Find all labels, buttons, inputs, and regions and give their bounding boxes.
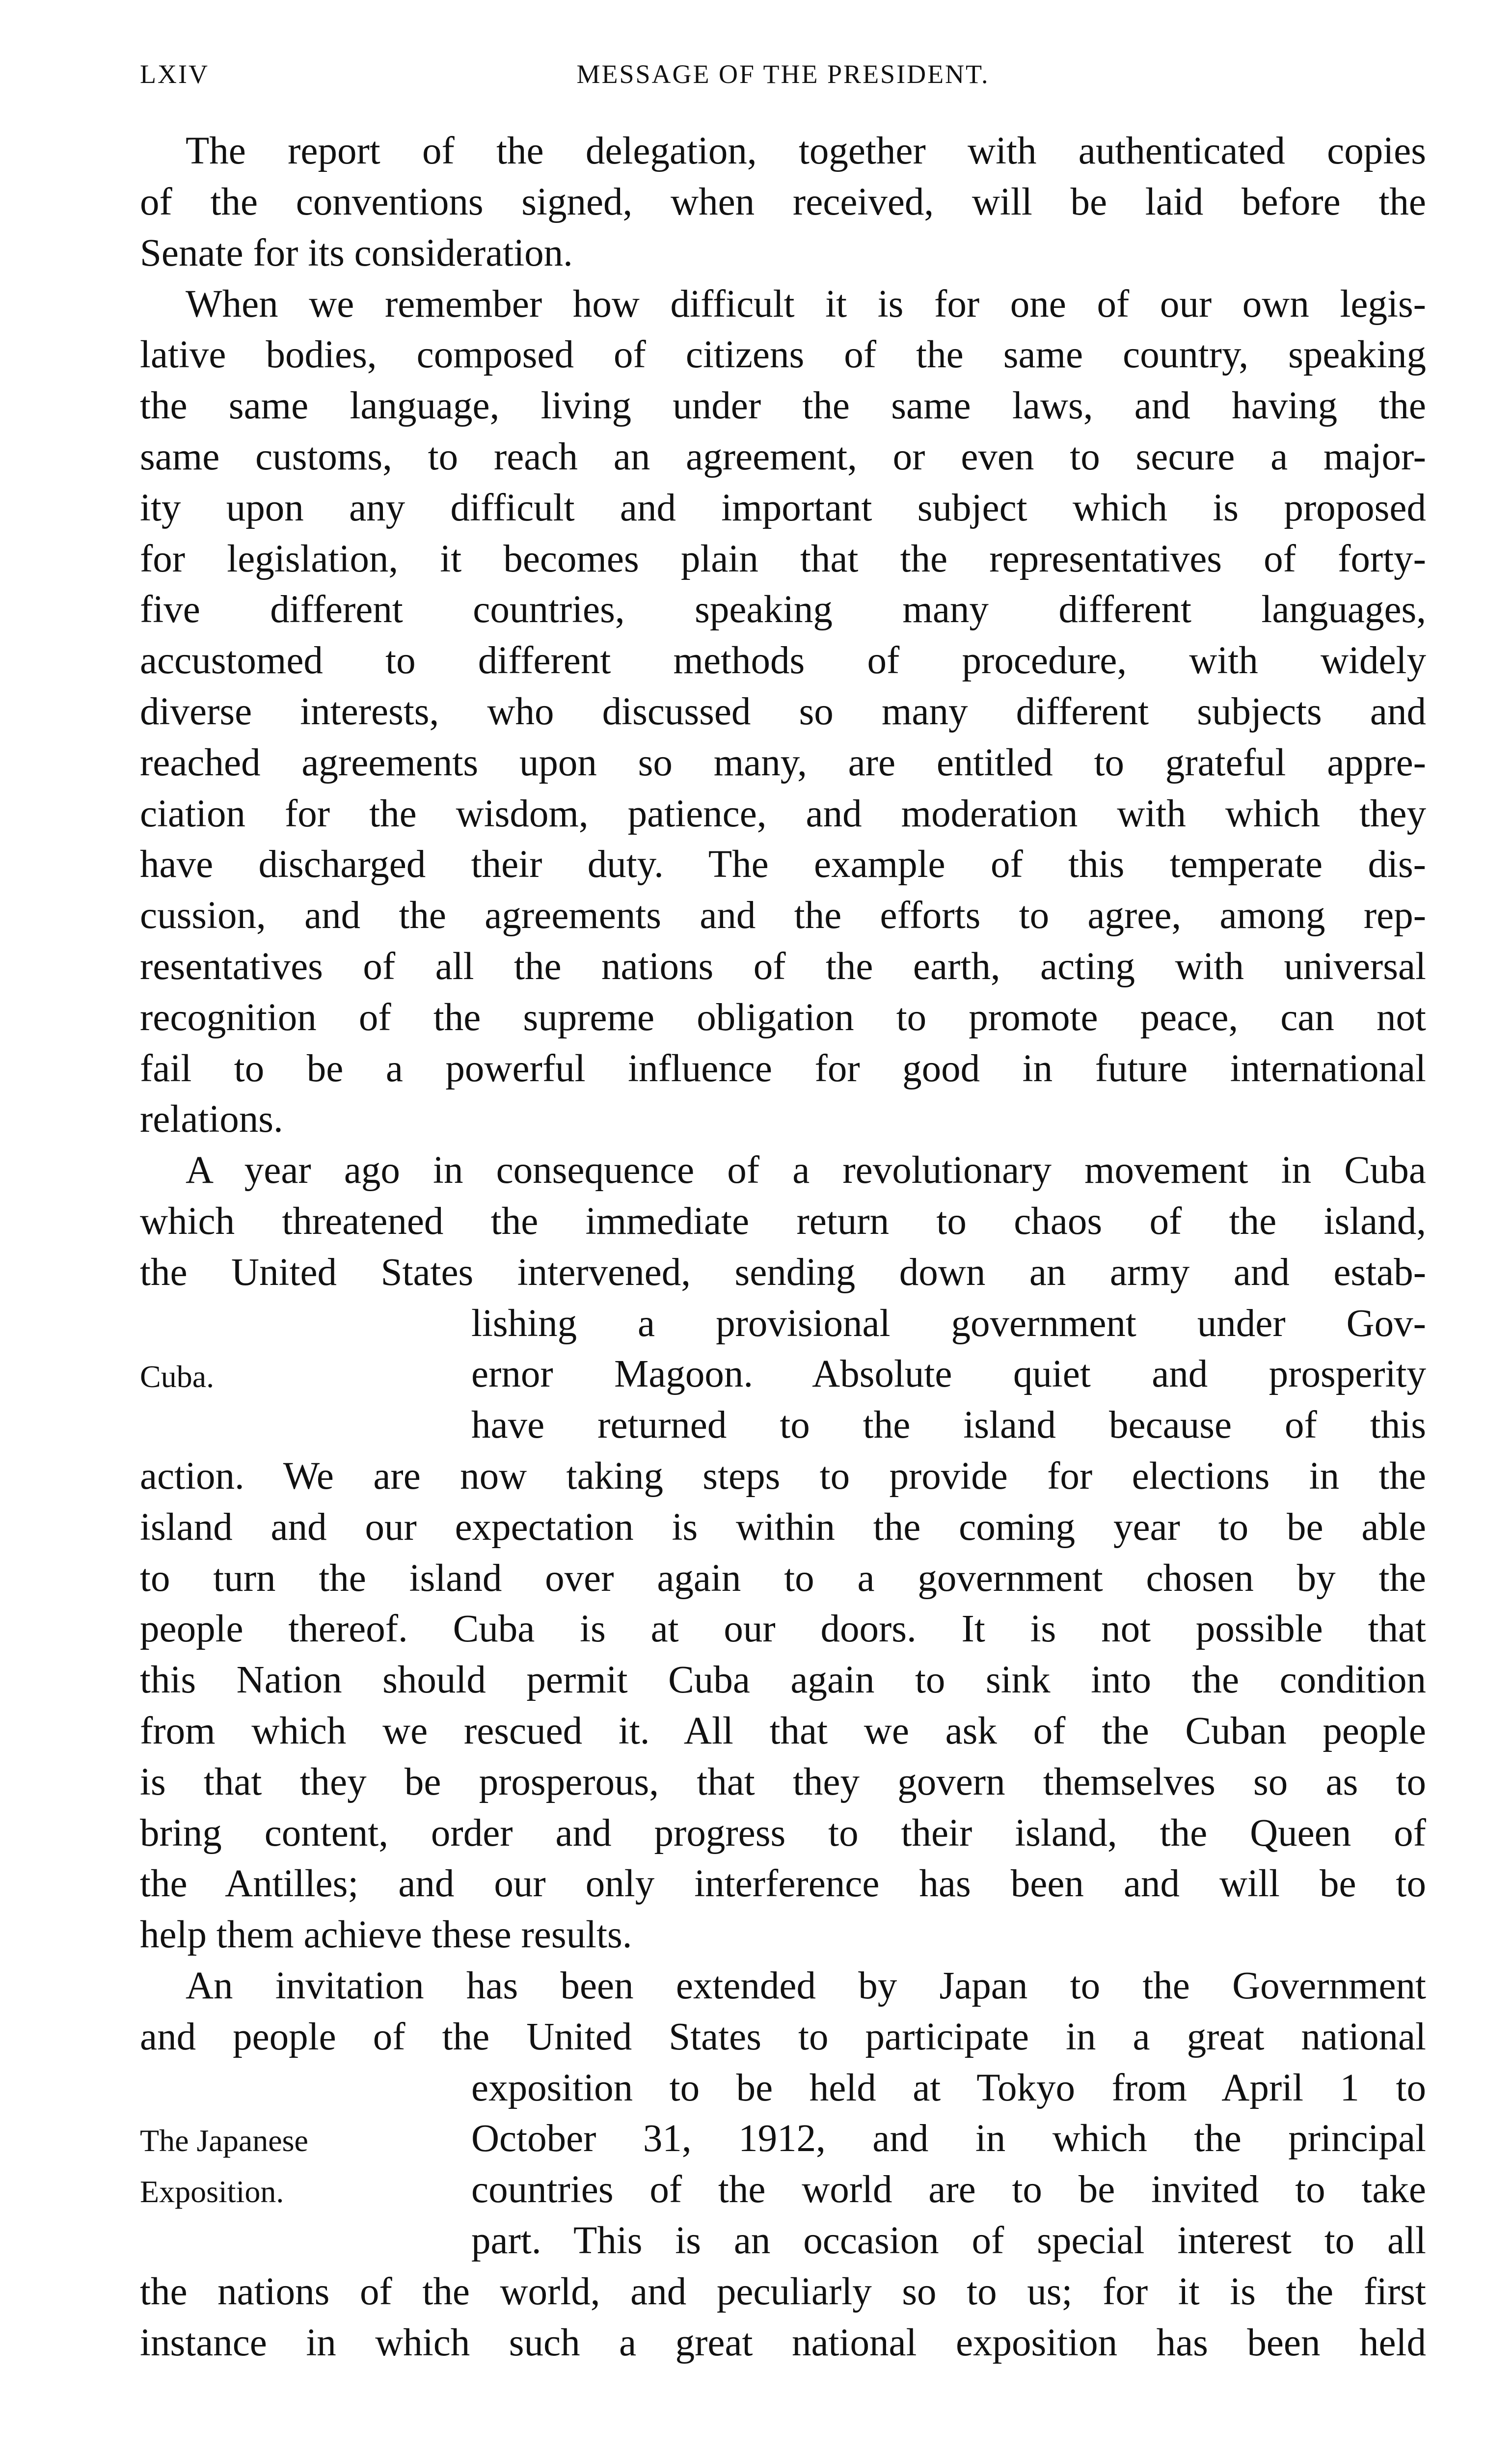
margin-note-japanese-exposition-line-1: The Japanese (140, 2123, 308, 2158)
text-line: which threatened the immediate return to chaos of the island, (140, 1200, 1426, 1243)
text-line: lishing a provisional government under Gov- (471, 1302, 1426, 1345)
text-line: October 31, 1912, and in which the principal (471, 2117, 1426, 2160)
text-line: The report of the delegation, together with authenticated copies (186, 130, 1426, 172)
text-line: people thereof. Cuba is at our doors. It is not possible that (140, 1608, 1426, 1650)
text-line: this Nation should permit Cuba again to sink into the condition (140, 1659, 1426, 1701)
text-line: for legislation, it becomes plain that the representatives of forty- (140, 538, 1426, 580)
text-line: have returned to the island because of this (471, 1404, 1426, 1446)
text-line: ity upon any difficult and important subject which is proposed (140, 487, 1426, 529)
text-line: the Antilles; and our only interference has been and will be to (140, 1862, 1426, 1905)
text-line: diverse interests, who discussed so many different subjects and (140, 690, 1426, 733)
text-line: of the conventions signed, when received, will be laid before the (140, 181, 1426, 223)
margin-note-japanese-exposition-line-2: Exposition. (140, 2174, 284, 2209)
text-line: help them achieve these results. (140, 1913, 632, 1956)
text-line: part. This is an occasion of special interest to all (471, 2219, 1426, 2262)
text-line: action. We are now taking steps to provide for elections in the (140, 1455, 1426, 1498)
text-line: and people of the United States to participate in a great national (140, 2016, 1426, 2058)
text-line: recognition of the supreme obligation to promote peace, can not (140, 996, 1426, 1039)
page-number: LXIV (140, 59, 209, 89)
text-line: ciation for the wisdom, patience, and moderation with which they (140, 792, 1426, 835)
text-line: instance in which such a great national exposition has been held (140, 2321, 1426, 2364)
margin-note-cuba: Cuba. (140, 1359, 215, 1394)
text-line: five different countries, speaking many different languages, (140, 588, 1426, 631)
text-line: relations. (140, 1098, 283, 1141)
running-title: MESSAGE OF THE PRESIDENT. (576, 59, 990, 89)
text-line: the nations of the world, and peculiarly so to us; for it is the first (140, 2270, 1426, 2313)
text-line: same customs, to reach an agreement, or even to secure a major- (140, 436, 1426, 478)
text-line: ernor Magoon. Absolute quiet and prosperity (471, 1353, 1426, 1395)
text-line: fail to be a powerful influence for good in future international (140, 1047, 1426, 1090)
text-line: have discharged their duty. The example of this temperate dis- (140, 843, 1426, 886)
text-line: to turn the island over again to a government chosen by the (140, 1557, 1426, 1600)
text-line: bring content, order and progress to their island, the Queen of (140, 1812, 1426, 1855)
text-line: lative bodies, composed of citizens of the same country, speaking (140, 333, 1426, 376)
text-line: Senate for its consideration. (140, 232, 573, 274)
text-line: from which we rescued it. All that we ask of the Cuban people (140, 1710, 1426, 1752)
text-line: An invitation has been extended by Japan to the Government (186, 1964, 1426, 2007)
text-line: accustomed to different methods of procedure, with widely (140, 639, 1426, 682)
text-line: island and our expectation is within the coming year to be able (140, 1506, 1426, 1549)
text-line: A year ago in consequence of a revolutionary movement in Cuba (186, 1149, 1426, 1192)
text-line: countries of the world are to be invited to take (471, 2168, 1426, 2211)
text-line: the United States intervened, sending down an army and estab- (140, 1251, 1426, 1294)
text-line: is that they be prosperous, that they govern themselves so as to (140, 1761, 1426, 1803)
text-line: reached agreements upon so many, are entitled to grateful appre- (140, 741, 1426, 784)
text-line: the same language, living under the same laws, and having the (140, 384, 1426, 427)
text-line: cussion, and the agreements and the efforts to agree, among rep- (140, 894, 1426, 937)
text-line: resentatives of all the nations of the earth, acting with universal (140, 945, 1426, 988)
text-line: When we remember how difficult it is for one of our own legis- (186, 283, 1426, 326)
running-head (140, 59, 1426, 98)
text-line: exposition to be held at Tokyo from April 1 to (471, 2067, 1426, 2109)
